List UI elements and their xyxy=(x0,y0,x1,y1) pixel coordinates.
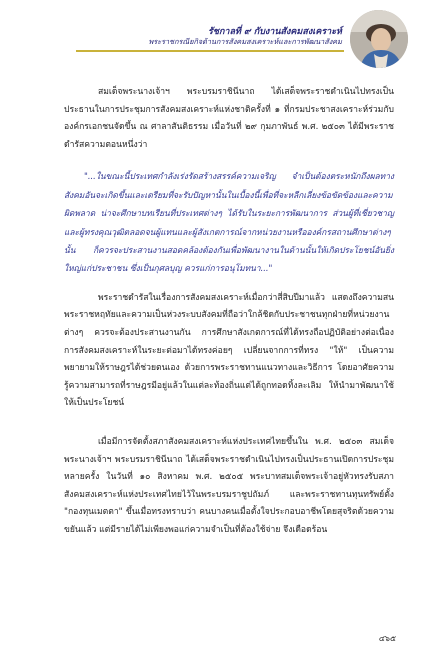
paragraph-commentary: พระราชดำรัสในเรื่องการสังคมสงเคราะห์เมื่อกว่าสี่สิบปีมาแล้ว แสดงถึงความสนพระราชหฤทัยและความเป็นห่วงระบบสังคมที่ถือว่าใกล้ชิดกับประชาชนทุกฝ่ายที่หน่วยงานต่างๆ ควรจะต้องประสานงานกัน การศึกษาสังเกตการณ์ที่ได้ทรงถือปฏิบัติอย่างต่อเนื่อง การสังคมสงเคราะห์ในระยะต่อมาได้ทรงค่อยๆ เปลี่ยนจากการที่ทรง "ให้" เป็นความพยายามให้ราษฎรได้ช่วยตนเอง ด้วยการพระราชทานแนวทางและวิธีการ โดยอาศัยความรู้ความสามารถที่ราษฎรมีอยู่แล้วในแต่ละท้องถิ่นแต่ได้ถูกทอดทิ้งละเลิม ให้นำมาพัฒนาใช้ให้เป็นประโยชน์ xyxy=(64,292,394,409)
header-title: รัชกาลที่ ๙ กับงานสังคมสงเคราะห์ xyxy=(208,27,342,37)
portrait-photo xyxy=(350,10,408,68)
paragraph-history: เมื่อมีการจัดตั้งสภาสังคมสงเคราะห์แห่งประเทศไทยขึ้นใน พ.ศ. ๒๕๐๓ สมเด็จพระนางเจ้าฯ พระบรมราชินีนาถ ได้เสด็จพระราชดำเนินไปทรงเป็นประธานเปิดการประชุมหลายครั้ง ในวันที่ ๑๐ สิงหาคม พ.ศ. ๒๕๐๕ พระบาทสมเด็จพระเจ้าอยู่หัวทรงรับสภาสังคมสงเคราะห์แห่งประเทศไทยไว้ในพระบรมราชูปถัมภ์ และพระราชทานทุนทรัพย์ตั้ง "กองทุนเมตตา" ขึ้นเมื่อทรงทราบว่า คนบางคนเมื่อตั้งใจประกอบอาชีพโดยสุจริตด้วยความขยันแล้ว แต่มีรายได้ไม่เพียงพอแก่ความจำเป็นที่ต้องใช้จ่าย จึงเดือดร้อน xyxy=(64,436,394,535)
header-subtitle: พระราชกรณียกิจด้านการสังคมสงเคราะห์และการพัฒนาสังคม xyxy=(148,37,342,46)
page-number: ๔๖๕ xyxy=(378,634,396,643)
paragraph-intro: สมเด็จพระนางเจ้าฯ พระบรมราชินีนาถ ได้เสด็จพระราชดำเนินไปทรงเป็นประธานในการประชุมการสังคมสงเคราะห์แห่งชาติครั้งที่ ๑ ที่กรมประชาสงเคราะห์ร่วมกับองค์กรเอกชนจัดขึ้น ณ ศาลาสันติธรรม เมื่อวันที่ ๒๙ กุมภาพันธ์ พ.ศ. ๒๕๐๓ ได้มีพระราชดำรัสความตอนหนึ่งว่า xyxy=(64,87,394,150)
page-header xyxy=(0,10,432,72)
royal-speech-quote: "...ในขณะนี้ประเทศกำลังเร่งรัดสร้างสรรค์ความเจริญ จำเป็นต้องตระหนักถึงผลทางสังคมอันจะเกิดขึ้นและเตรียมที่จะรับปัญหานั้นในเบื้องนี้เพื่อที่จะหลีกเลี่ยงข้อขัดข้องและความผิดพลาด น่าจะศึกษาบทเรียนที่ประเทศต่างๆ ได้รับในระยะการพัฒนาการ ส่วนผู้ที่เชี่ยวชาญและผู้ทรงคุณวุฒิตลอดจนผู้แทนและผู้สังเกตการณ์จากหน่วยงานหรือองค์กรสถานศึกษาต่างๆ นั้น ก็ควรจะประสานงานสอดคล้องต้องกันเพื่อพัฒนางานในด้านนั้นให้เกิดประโยชน์อันยิ่งใหญ่แก่ประชาชน ซึ่งเป็นกุศลบุญ ควรแก่การอนุโมทนา..." xyxy=(64,171,394,274)
header-divider xyxy=(76,50,344,52)
portrait-image xyxy=(350,10,408,68)
page-body xyxy=(64,84,394,540)
